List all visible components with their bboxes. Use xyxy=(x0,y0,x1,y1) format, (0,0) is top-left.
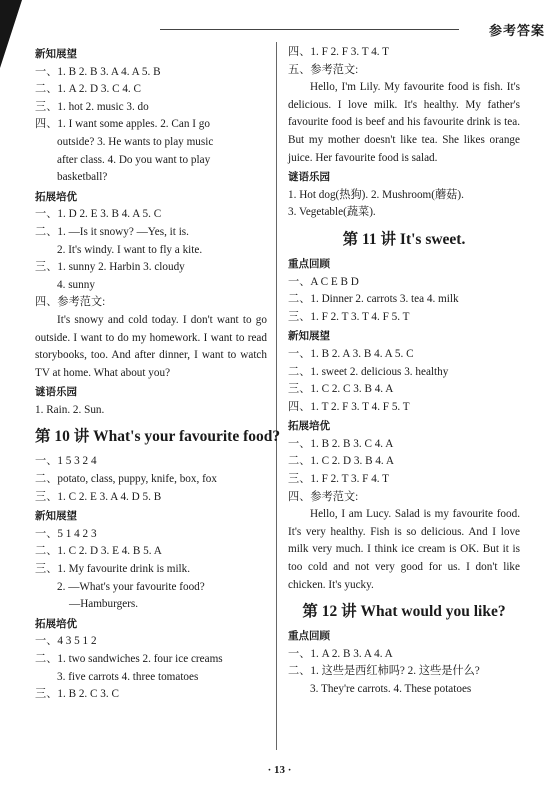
answer-line: 一、1. B 2. B 3. A 4. A 5. B xyxy=(35,65,161,78)
section-heading: 拓展培优 xyxy=(35,617,77,630)
section-heading: 谜语乐园 xyxy=(288,171,330,184)
answer-line: 1. Hot dog(热狗). 2. Mushroom(蘑菇). xyxy=(288,188,464,201)
corner-decoration xyxy=(0,0,22,68)
sample-essay: Hello, I am Lucy. Salad is my favourite food. It's very healthy. Fish is so delicious. And I love milk very much. I think ice cream is OK. But it is too cold and not very good for us. I don't like chicken. It's yucky. xyxy=(288,508,520,591)
sample-essay: It's snowy and cold today. I don't want to go outside. I want to do my homework. I want to read storybooks, too. And after dinner, I want to watch TV at home. What about you? xyxy=(35,313,267,379)
answer-line: 一、4 3 5 1 2 xyxy=(35,635,97,648)
answer-line: 3. Vegetable(蔬菜). xyxy=(288,206,376,219)
answer-line: —Hamburgers. xyxy=(69,598,139,611)
answer-line: 二、1. two sandwiches 2. four ice creams xyxy=(35,653,223,665)
answer-line: 五、参考范文: xyxy=(288,63,359,76)
answer-line: after class. 4. Do you want to play xyxy=(57,153,211,166)
column-divider xyxy=(276,42,277,750)
answer-line: 三、1. hot 2. music 3. do xyxy=(35,100,149,113)
answer-line: 一、A C E B D xyxy=(288,275,359,288)
lesson-title: 第 10 讲 What's your favourite food? xyxy=(35,428,281,446)
answer-line: outside? 3. He wants to play music xyxy=(57,135,214,148)
answer-line: 二、1. sweet 2. delicious 3. healthy xyxy=(288,365,449,378)
section-heading: 重点回顾 xyxy=(288,630,330,643)
answer-line: basketball? xyxy=(57,171,108,184)
page-number: · 13 · xyxy=(267,764,292,776)
answer-line: 三、1. C 2. C 3. B 4. A xyxy=(288,383,394,396)
answer-line: 2. It's windy. I want to fly a kite. xyxy=(57,243,203,256)
answer-line: 3. five carrots 4. three tomatoes xyxy=(57,670,199,683)
answer-line: 2. —What's your favourite food? xyxy=(57,580,205,593)
answer-line: 二、1. A 2. D 3. C 4. C xyxy=(35,83,141,96)
section-heading: 谜语乐园 xyxy=(35,386,77,399)
section-heading: 重点回顾 xyxy=(288,257,330,270)
answer-line: 三、1. C 2. E 3. A 4. D 5. B xyxy=(35,490,162,503)
section-heading: 拓展培优 xyxy=(35,190,77,203)
header-rule xyxy=(160,29,459,30)
section-heading: 新知展望 xyxy=(35,510,77,523)
header-title: 参考答案 xyxy=(488,24,545,39)
section-heading: 新知展望 xyxy=(288,330,330,343)
answer-line: 3. They're carrots. 4. These potatoes xyxy=(310,683,472,695)
lesson-title: 第 11 讲 It's sweet. xyxy=(342,230,466,248)
left-column xyxy=(35,44,281,704)
answer-line: 四、参考范文: xyxy=(35,296,106,309)
answer-line: 二、1. C 2. D 3. E 4. B 5. A xyxy=(35,545,162,558)
right-column xyxy=(288,44,520,699)
answer-line: 一、1. D 2. E 3. B 4. A 5. C xyxy=(35,208,162,221)
answer-line: 二、1. —Is it snowy? —Yes, it is. xyxy=(35,225,189,238)
answer-line: 二、potato, class, puppy, knife, box, fox xyxy=(35,473,217,486)
answer-line: 二、1. C 2. D 3. B 4. A xyxy=(288,455,394,468)
answer-line: 一、1. A 2. B 3. A 4. A xyxy=(288,647,393,660)
answer-line: 四、1. F 2. F 3. T 4. T xyxy=(288,46,390,58)
answer-line: 三、1. sunny 2. Harbin 3. cloudy xyxy=(35,261,185,274)
answer-line: 一、1 5 3 2 4 xyxy=(35,455,97,468)
answer-line: 三、1. My favourite drink is milk. xyxy=(35,563,191,576)
answer-line: 三、1. F 2. T 3. F 4. T xyxy=(288,473,390,486)
section-heading: 拓展培优 xyxy=(288,420,330,433)
lesson-title: 第 12 讲 What would you like? xyxy=(302,603,506,621)
answer-line: 4. sunny xyxy=(57,278,95,291)
answer-line: 一、1. B 2. B 3. C 4. A xyxy=(288,437,394,450)
answer-line: 三、1. F 2. T 3. T 4. F 5. T xyxy=(288,310,410,323)
answer-line: 一、1. B 2. A 3. B 4. A 5. C xyxy=(288,347,414,360)
answer-line: 二、1. 这些是西红柿吗? 2. 这些是什么? xyxy=(288,665,480,678)
answer-line: 四、1. T 2. F 3. T 4. F 5. T xyxy=(288,400,410,413)
answer-line: 1. Rain. 2. Sun. xyxy=(35,403,105,416)
answer-line: 二、1. Dinner 2. carrots 3. tea 4. milk xyxy=(288,293,459,306)
sample-essay: Hello, I'm Lily. My favourite food is fish. It's delicious. I love milk. It's healthy. My father's favourite food is beef and his favourite drink is tea. But my mother doesn't like tea. She likes orange juice. Her favourite food is salad. xyxy=(288,81,520,164)
answer-line: 四、参考范文: xyxy=(288,490,359,503)
answer-line: 三、1. B 2. C 3. C xyxy=(35,688,119,701)
section-heading: 新知展望 xyxy=(35,48,77,60)
answer-line: 一、5 1 4 2 3 xyxy=(35,527,97,540)
answer-line: 四、1. I want some apples. 2. Can I go xyxy=(35,118,210,131)
